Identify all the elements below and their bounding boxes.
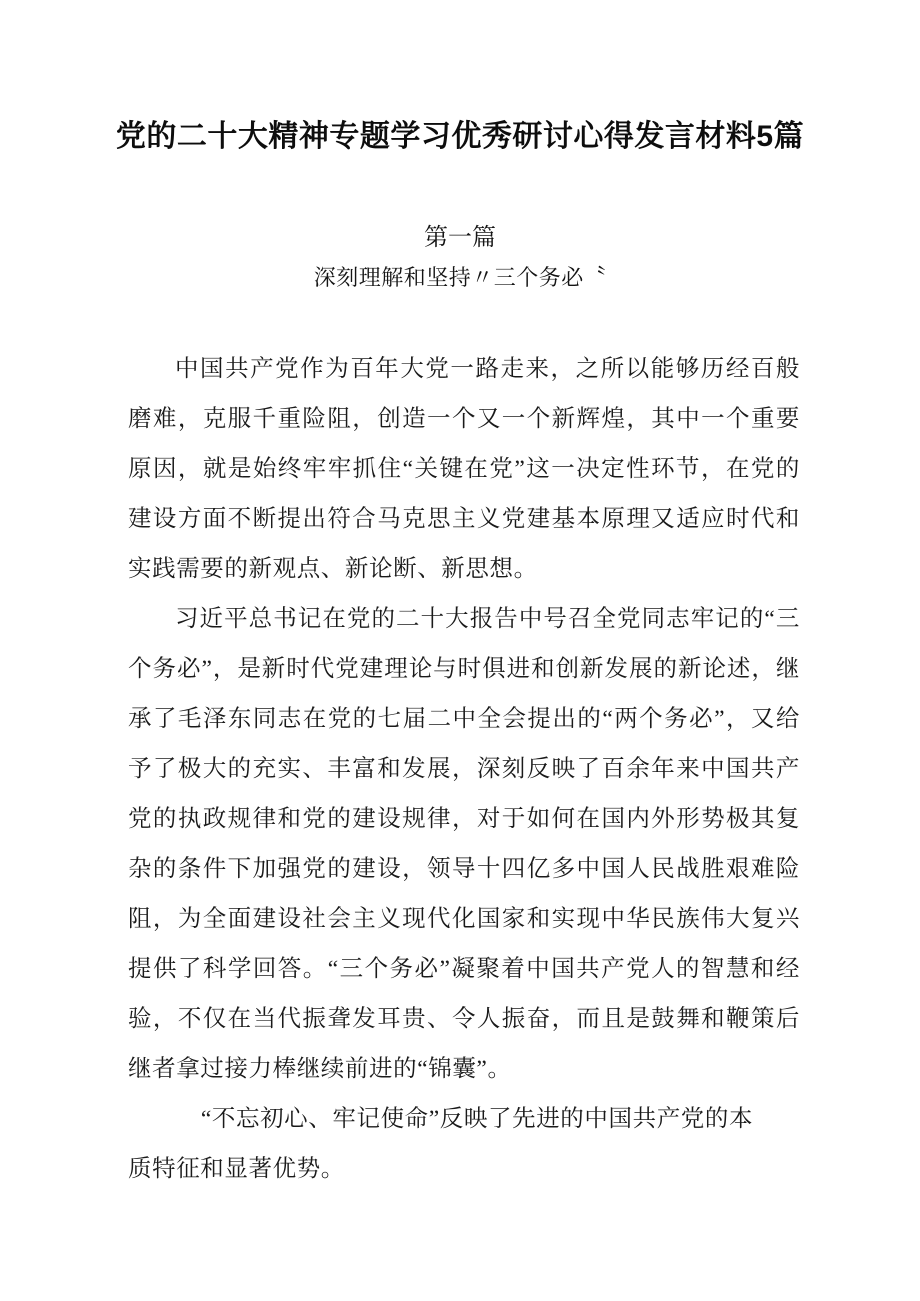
body-paragraph: “不忘初心、牢记使命”反映了先进的中国共产党的本 bbox=[200, 1106, 754, 1132]
document-body bbox=[128, 344, 800, 1194]
body-paragraph: 习近平总书记在党的二十大报告中号召全党同志牢记的“三个务必”，是新时代党建理论与时俱进和创新发展的新论述，继承了毛泽东同志在党的七届二中全会提出的“两个务必”，又给予了极大的充实、丰富和发展，深刻反映了百余年来中国共产党的执政规律和党的建设规律，对于如何在国内外形势极其复杂的条件下加强党的建设，领导十四亿多中国人民战胜艰难险阻，为全面建设社会主义现代化国家和实现中华民族伟大复兴提供了科学回答。“三个务必”凝聚着中国共产党人的智慧和经验，不仅在当代振聋发耳贵、令人振奋，而且是鼓舞和鞭策后继者拿过接力棒继续前进的“锦囊”。 bbox=[128, 606, 800, 1082]
document-title: 党的二十大精神专题学习优秀研讨心得发言材料5篇 bbox=[115, 120, 805, 153]
section-subtitle-heading: 深刻理解和坚持〃三个务必〝 bbox=[313, 265, 607, 290]
section-number-heading: 第一篇 bbox=[424, 224, 496, 251]
body-paragraph: 中国共产党作为百年大党一路走来，之所以能够历经百般磨难，克服千重险阻，创造一个又一个新辉煌，其中一个重要原因，就是始终牢牢抓住“关键在党”这一决定性环节，在党的建设方面不断提出符合马克思主义党建基本原理又适应时代和实践需要的新观点、新论断、新思想。 bbox=[128, 356, 800, 582]
body-paragraph: 质特征和显著优势。 bbox=[128, 1156, 345, 1182]
